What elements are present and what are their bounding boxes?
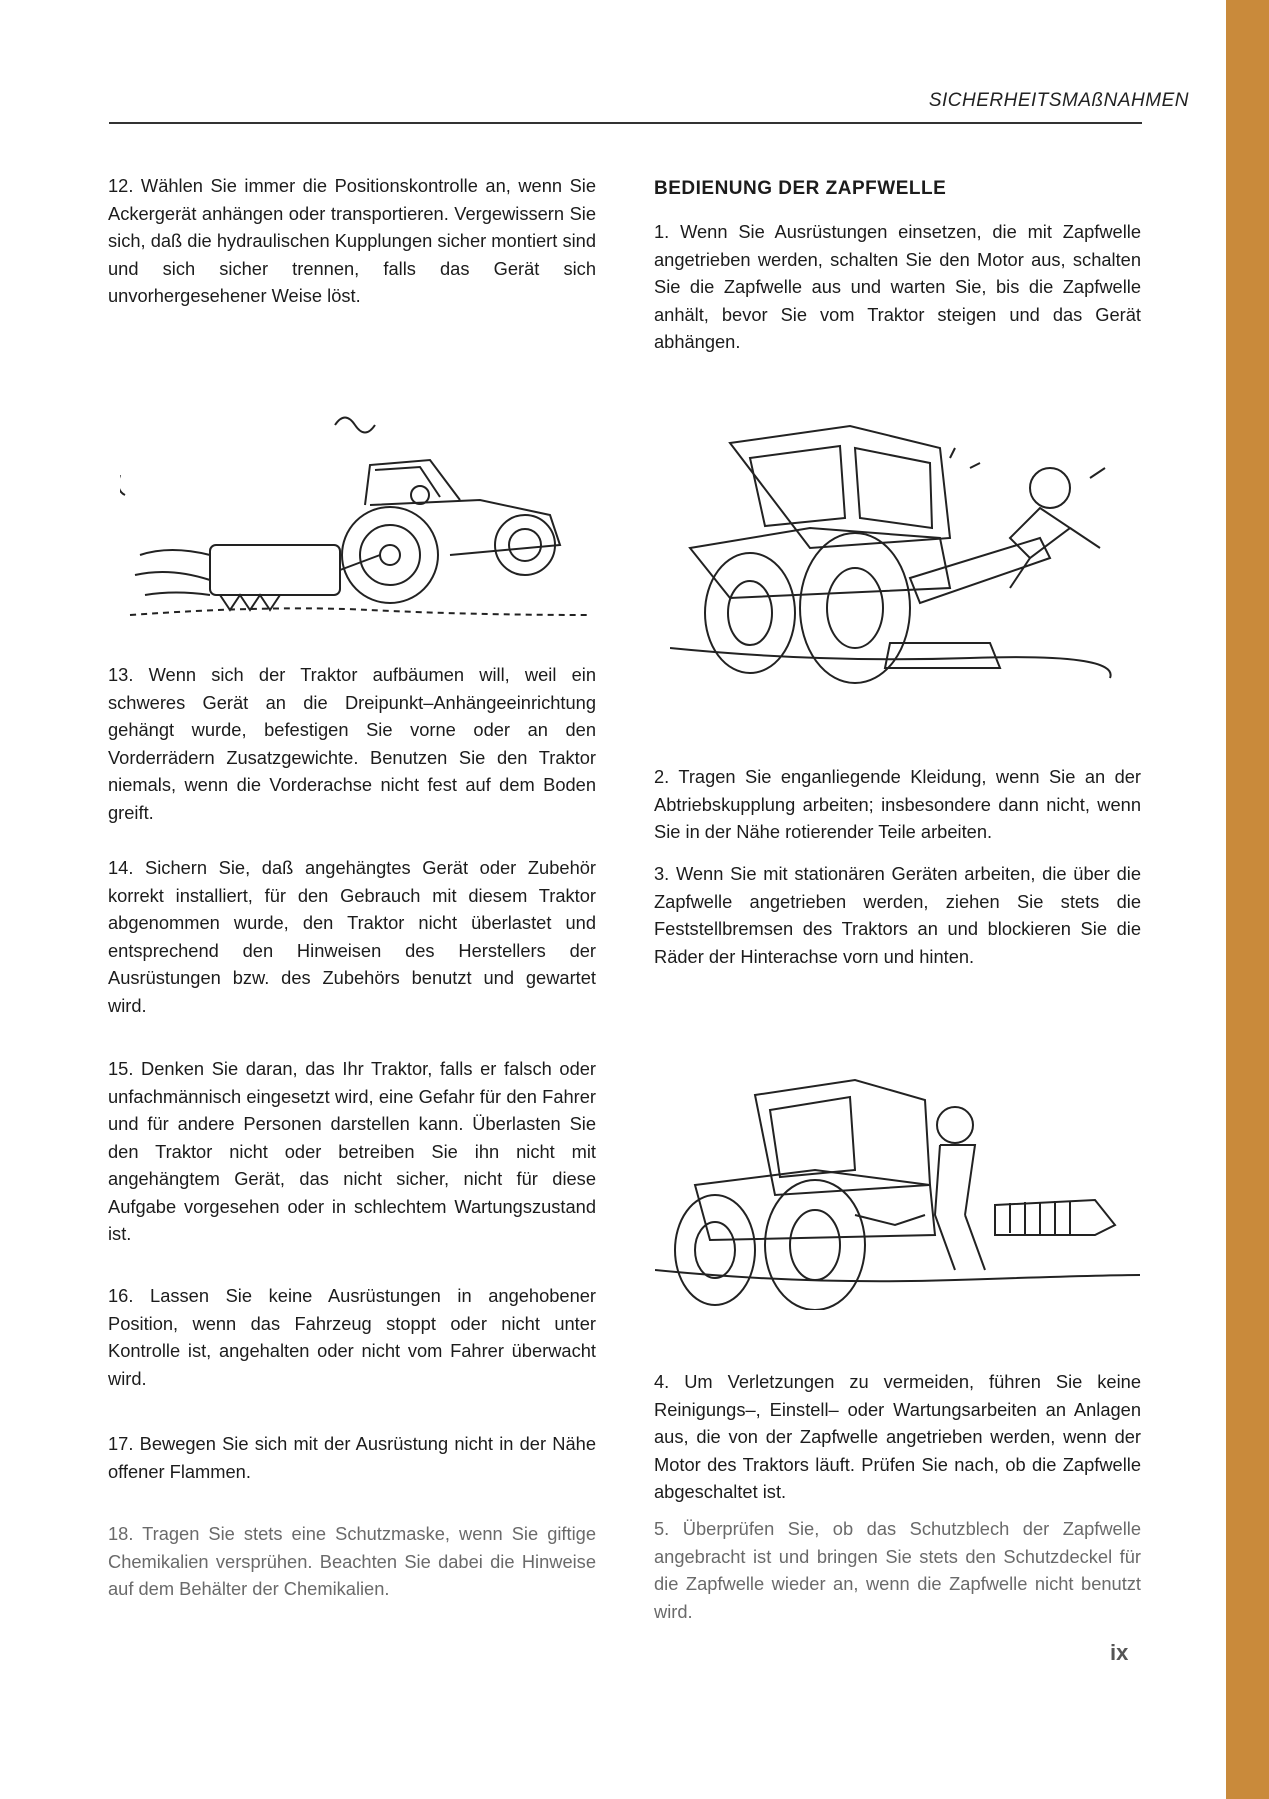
tractor-pto-maintenance-illustration bbox=[655, 1075, 1140, 1310]
page-number: ix bbox=[1110, 1640, 1129, 1665]
page-header-title: SICHERHEITSMAßNAHMEN bbox=[928, 90, 1189, 111]
pto-item-1: 1. Wenn Sie Ausrüstungen einsetzen, die mit Zapfwelle angetrieben werden, schalten Sie den Motor aus, schalten Sie die Zapfwelle aus und warten Sie, bis die Zapfwelle anhält, bevor Sie vom Traktor steigen und das Gerät abhängen. bbox=[654, 221, 1141, 352]
safety-item-16: 16. Lassen Sie keine Ausrüstungen in angehobener Position, wenn das Fahrzeug stoppt oder nicht unter Kontrolle ist, angehalten oder nicht vom Fahrer überwacht wird. bbox=[108, 1285, 596, 1389]
pto-item-3: 3. Wenn Sie mit stationären Geräten arbeiten, die über die Zapfwelle angetrieben werden, ziehen Sie stets die Feststellbremsen des Traktors an und blockieren Sie die Räder der Hinterachse vorn und hinten. bbox=[654, 863, 1141, 967]
header-divider bbox=[109, 122, 1142, 124]
pto-item-5: 5. Überprüfen Sie, ob das Schutzblech der Zapfwelle angebracht ist und bringen Sie stets den Schutzdeckel für die Zapfwelle wieder an, wenn die Zapfwelle nicht benutzt wird. bbox=[654, 1518, 1141, 1622]
pto-item-2: 2. Tragen Sie enganliegende Kleidung, wenn Sie an der Abtriebskupplung arbeiten; insbesondere dann nicht, wenn Sie in der Nähe rotierender Teile arbeiten. bbox=[654, 766, 1141, 842]
chapter-edge-tab bbox=[1226, 0, 1269, 1799]
tractor-rearing-illustration bbox=[120, 405, 590, 630]
safety-item-13: 13. Wenn sich der Traktor aufbäumen will, weil ein schweres Gerät an die Dreipunkt–Anhängeeinrichtung gehängt wurde, befestigen Sie vorne oder an den Vorderrädern Zusatzgewichte. Benutzen Sie den Traktor niemals, wenn die Vorderachse nicht fest auf dem Boden greift. bbox=[108, 664, 596, 823]
safety-item-17: 17. Bewegen Sie sich mit der Ausrüstung nicht in der Nähe offener Flammen. bbox=[108, 1433, 596, 1482]
safety-item-18: 18. Tragen Sie stets eine Schutzmaske, wenn Sie giftige Chemikalien versprühen. Beachten Sie dabei die Hinweise auf dem Behälter der Chemikalien. bbox=[108, 1523, 596, 1599]
safety-item-12: 12. Wählen Sie immer die Positionskontrolle an, wenn Sie Ackergerät anhängen oder transportieren. Vergewissern Sie sich, daß die hydraulischen Kupplungen sicher montiert sind und sich sicher trennen, falls das Gerät sich unvorhergesehener Weise löst. bbox=[108, 175, 596, 306]
section-heading-pto: BEDIENUNG DER ZAPFWELLE bbox=[654, 178, 947, 199]
safety-item-15: 15. Denken Sie daran, das Ihr Traktor, falls er falsch oder unfachmännisch eingesetzt wird, eine Gefahr für den Fahrer und für andere Personen darstellen kann. Überlasten Sie den Traktor nicht oder betreiben Sie ihn nicht mit angehängtem Gerät, das nicht sicher, nicht für diese Aufgabe vorgesehen oder in schlechtem Wartungszustand ist. bbox=[108, 1058, 596, 1244]
tractor-pto-dismount-illustration bbox=[670, 418, 1140, 698]
safety-item-14: 14. Sichern Sie, daß angehängtes Gerät oder Zubehör korrekt installiert, für den Gebrauch mit diesem Traktor abgenommen wurde, den Traktor nicht überlastet und entsprechend den Hinweisen des Herstellers der Ausrüstungen bzw. des Zubehörs benutzt und gewartet wird. bbox=[108, 857, 596, 1016]
pto-item-4: 4. Um Verletzungen zu vermeiden, führen Sie keine Reinigungs–, Einstell– oder Wartungsarbeiten an Anlagen aus, die von der Zapfwelle angetrieben werden, wenn der Motor des Traktors läuft. Prüfen Sie nach, ob die Zapfwelle abgeschaltet ist. bbox=[654, 1371, 1141, 1502]
